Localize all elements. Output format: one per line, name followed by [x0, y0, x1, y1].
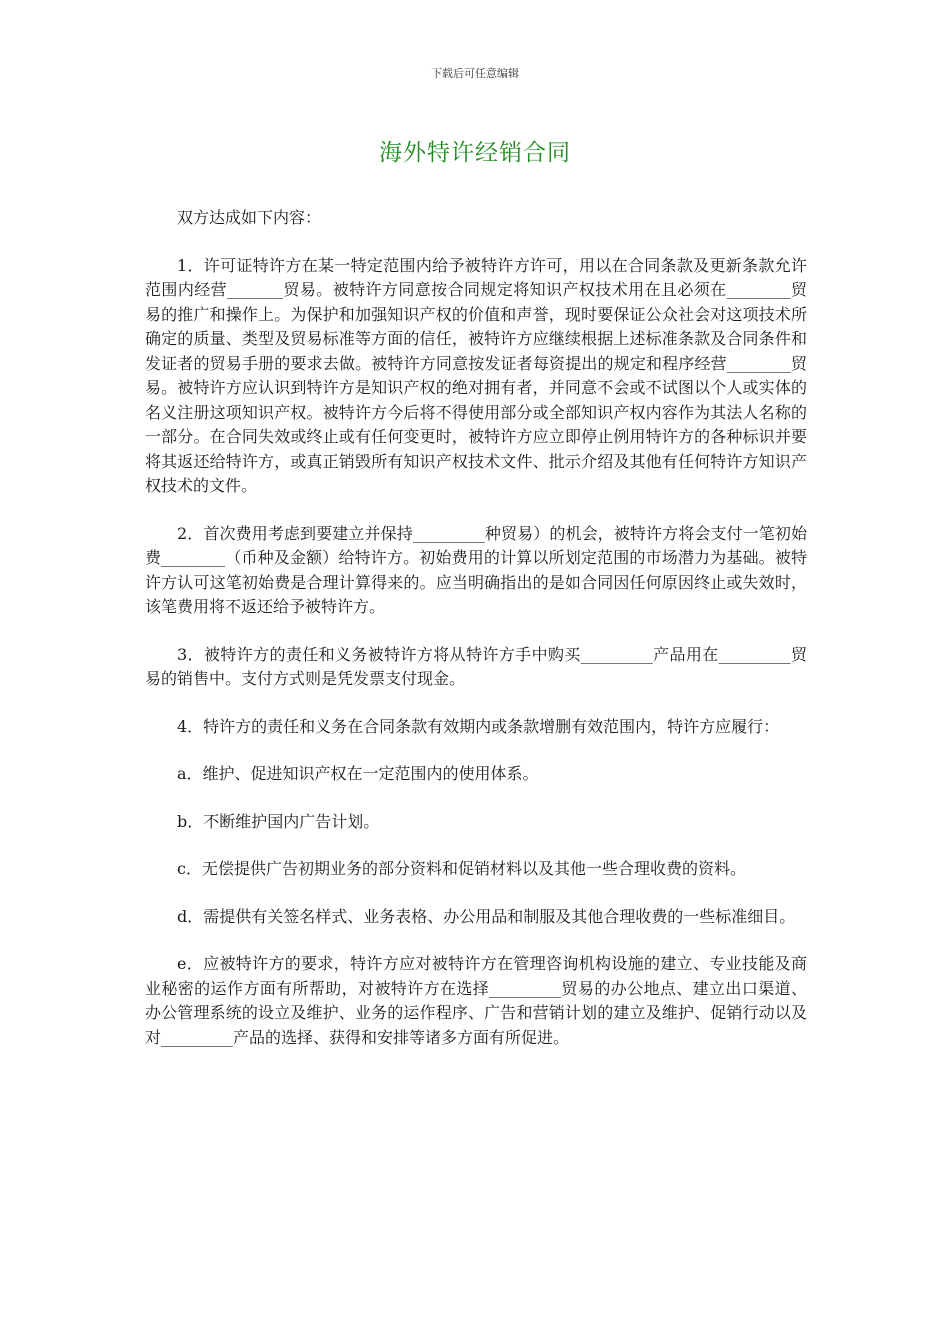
clause-4-item-d: d．需提供有关签名样式、业务表格、办公用品和制服及其他合理收费的一些标准细目。	[177, 906, 796, 926]
clause-2-initial-fee: 2．首次费用考虑到要建立并保持_________种贸易）的机会，被特许方将会支付一笔初始费________（币种及金额）给特许方。初始费用的计算以所划定范围的市场潜力为基础。被特许方认可这笔初始费是合理计算得来的。应当明确指出的是如合同因任何原因终止或失效时，该笔费用将不返还给予被特许方。	[145, 523, 807, 616]
document-body	[145, 206, 807, 1073]
clause-4-item-a: a．维护、促进知识产权在一定范围内的使用体系。	[177, 764, 539, 783]
clause-3-licensee-duties: 3．被特许方的责任和义务被特许方将从特许方手中购买_________产品用在_________贸易的销售中。支付方式则是凭发票支付现金。	[145, 644, 807, 688]
clause-4-item-e: e．应被特许方的要求，特许方应对被特许方在管理咨询机构设施的建立、专业技能及商业秘密的运作方面有所帮助，对被特许方在选择_________贸易的办公地点、建立出口渠道、办公管理系统的设立及维护、业务的运作程序、广告和营销计划的建立及维护、促销行动以及对_________产品的选择、获得和安排等诸多方面有所促进。	[145, 954, 807, 1047]
clause-4-item-c: c．无偿提供广告初期业务的部分资料和促销材料以及其他一些合理收费的资料。	[177, 859, 746, 878]
clause-4-item-b: b．不断维护国内广告计划。	[177, 811, 380, 831]
intro-paragraph: 双方达成如下内容：	[177, 208, 322, 227]
document-title: 海外特许经销合同	[379, 140, 571, 166]
clause-4-licensor-duties: 4．特许方的责任和义务在合同条款有效期内或条款增删有效范围内，特许方应履行：	[177, 716, 780, 736]
clause-1-license: 1．许可证特许方在某一特定范围内给予被特许方许可，用以在合同条款及更新条款允许范围内经营_______贸易。被特许方同意按合同规定将知识产权技术用在且必须在________贸易的推广和操作上。为保护和加强知识产权的价值和声誉，现时要保证公众社会对这项技术所确定的质量、类型及贸易标准等方面的信任，被特许方应继续根据上述标准条款及合同条件和发证者的贸易手册的要求去做。被特许方同意按发证者每资提出的规定和程序经营________贸易。被特许方应认识到特许方是知识产权的绝对拥有者，并同意不会或不试图以个人或实体的名义注册这项知识产权。被特许方今后将不得使用部分或全部知识产权内容作为其法人名称的一部分。在合同失效或终止或有任何变更时，被特许方应立即停止例用特许方的各种标识并要将其返还给特许方，或真正销毁所有知识产权技术文件、批示介绍及其他有任何特许方知识产权技术的文件。	[145, 255, 807, 495]
header-note: 下载后可任意编辑	[431, 67, 519, 80]
